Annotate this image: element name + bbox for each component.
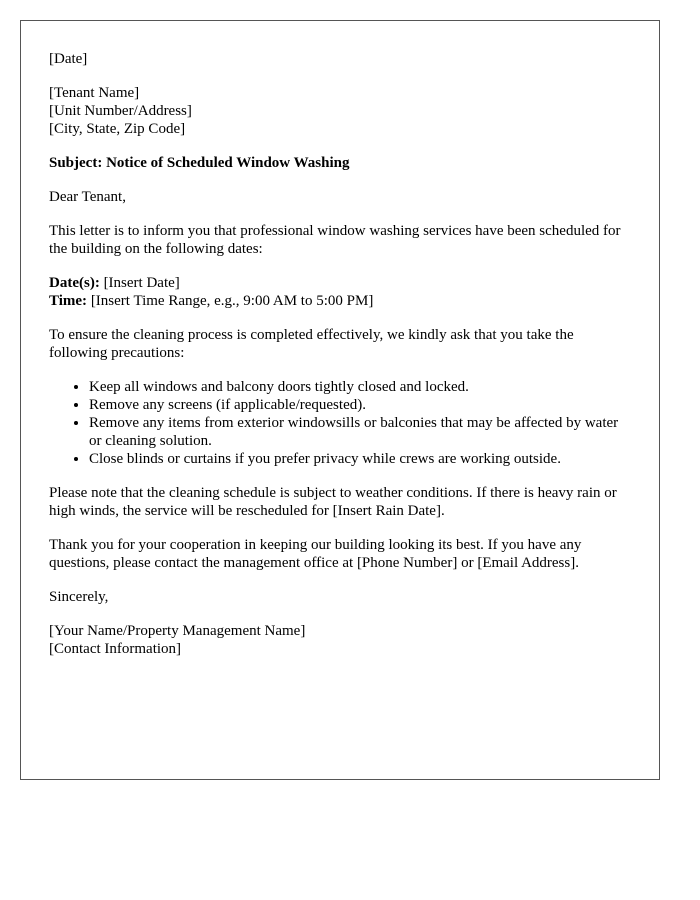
schedule-dates [49,274,631,292]
letter-page [20,20,660,780]
signature-name: [Your Name/Property Management Name] [49,623,306,639]
schedule-block [49,274,631,310]
time-label: Time: [49,293,88,309]
list-item: • Close blinds or curtains if you prefer privacy while crews are working outside. [89,450,631,468]
letter-date: [Date] [49,51,88,67]
schedule-time [49,292,631,310]
letter-greeting: Dear Tenant, [49,189,126,205]
dates-value: [Insert Date] [99,275,180,291]
letter-subject: Subject: Notice of Scheduled Window Washing [49,155,350,171]
list-item: • Keep all windows and balcony doors tightly closed and locked. [89,378,631,396]
time-value: [Insert Time Range, e.g., 9:00 AM to 5:00 PM] [87,293,374,309]
signature-block [49,622,631,658]
precautions-intro: To ensure the cleaning process is completed effectively, we kindly ask that you take the following precautions: [49,327,574,361]
weather-note: Please note that the cleaning schedule is subject to weather conditions. If there is heavy rain or high winds, the service will be rescheduled for [Insert Rain Date]. [49,485,617,519]
dates-label: Date(s): [49,275,100,291]
recipient-block [49,84,631,138]
recipient-city: [City, State, Zip Code] [49,121,186,137]
precautions-list [49,378,631,468]
intro-paragraph: This letter is to inform you that professional window washing services have been scheduled for the building on the following dates: [49,223,621,257]
list-item: • Remove any items from exterior windowsills or balconies that may be affected by water or cleaning solution. [89,414,631,450]
recipient-name: [Tenant Name] [49,85,140,101]
thanks-paragraph: Thank you for your cooperation in keeping our building looking its best. If you have any questions, please contact the management office at [Phone Number] or [Email Address]. [49,537,582,571]
signature-contact: [Contact Information] [49,641,182,657]
list-item: • Remove any screens (if applicable/requested). [89,396,631,414]
letter-closing: Sincerely, [49,589,109,605]
recipient-address: [Unit Number/Address] [49,103,192,119]
